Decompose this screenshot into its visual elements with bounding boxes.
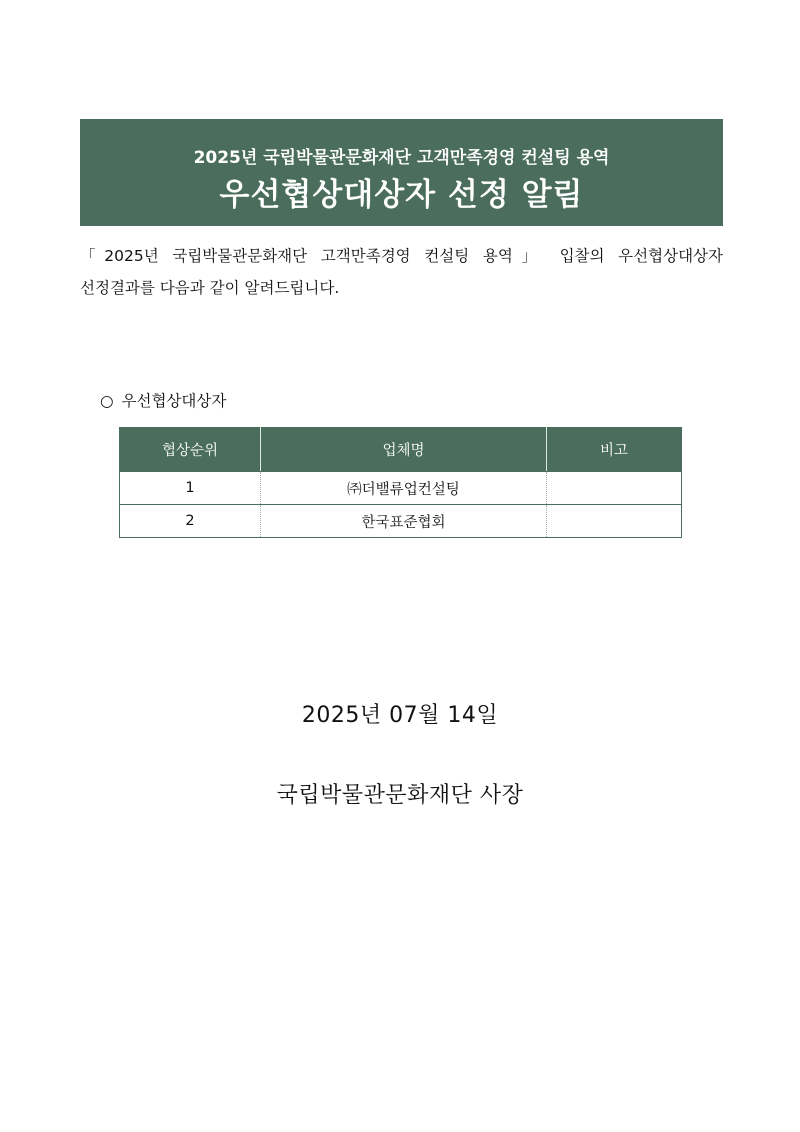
notice-date: 2025년 07월 14일 <box>301 703 499 728</box>
table-row <box>120 472 682 505</box>
section-heading-text: 우선협상대상자 <box>121 392 227 410</box>
page-title: 우선협상대상자 선정 알림 <box>219 177 584 213</box>
header-rank: 협상순위 <box>120 428 261 472</box>
title-banner <box>80 119 723 226</box>
header-company: 업체명 <box>261 428 547 472</box>
bidder-table <box>119 427 682 538</box>
intro-paragraph <box>80 240 723 304</box>
circle-bullet-icon: ○ <box>100 392 114 410</box>
section-heading <box>100 389 226 411</box>
cell-rank: 1 <box>120 472 261 505</box>
cell-note <box>546 505 681 538</box>
intro-line-2: 선정결과를 다음과 같이 알려드립니다. <box>80 279 340 297</box>
intro-line-1: 「2025년 국립박물관문화재단 고객만족경영 컨설팅 용역」 입찰의 우선협상대상자 <box>80 247 723 265</box>
issuer-signature: 국립박물관문화재단 사장 <box>276 783 524 808</box>
cell-company: 한국표준협회 <box>261 505 547 538</box>
header-note: 비고 <box>546 428 681 472</box>
cell-company: ㈜더밸류업컨설팅 <box>261 472 547 505</box>
cell-rank: 2 <box>120 505 261 538</box>
cell-note <box>546 472 681 505</box>
table-header-row <box>120 428 682 472</box>
table-row <box>120 505 682 538</box>
banner-subtitle: 2025년 국립박물관문화재단 고객만족경영 컨설팅 용역 <box>193 148 610 168</box>
